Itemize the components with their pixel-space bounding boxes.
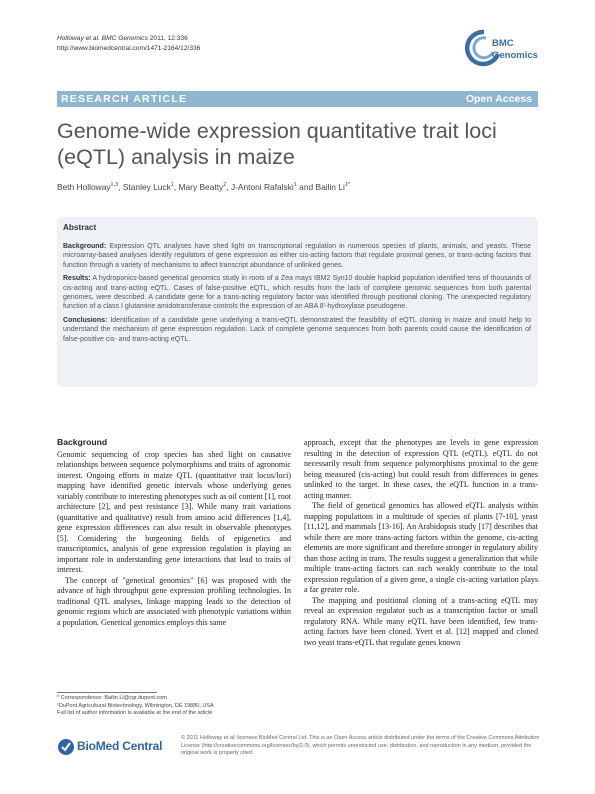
article-title: Genome-wide expression quantitative trait loci (eQTL) analysis in maize	[57, 119, 497, 169]
abstract-label: Conclusions:	[63, 316, 108, 324]
abstract-box	[57, 217, 538, 387]
logo-text-journal: Genomics	[492, 50, 538, 61]
author-name: Beth Holloway	[57, 182, 111, 192]
body-paragraph: The field of genetical genomics has allowed eQTL analysis within mapping populations in a multitude of species of plants [7-10], yeast [11,12], and mammals [13-16]. An Arabidopsis study [17] describes that while there are more trans-acting factors within the genome, cis-acting elements are more significant and therefore stronger in regulatory ability than those acting in trans. The results suggest a generalization that while multiple trans-acting factors can each weakly contribute to the total expression regulation of a given gene, a single cis-acting variation plays a far greater role.	[304, 501, 538, 594]
author[interactable]	[315, 182, 350, 192]
correspondence-note[interactable]: * Correspondence: Bailin.Li@cgr.dupont.com	[57, 695, 167, 701]
abstract-background	[63, 242, 531, 270]
logo-text-bmc: BMC	[492, 38, 514, 49]
author[interactable]	[123, 182, 174, 192]
citation-page: :336	[174, 35, 188, 42]
abstract-label: Background:	[63, 243, 107, 250]
publisher-name: BioMed Central	[77, 739, 163, 753]
citation-volume: 2011, 12	[149, 35, 175, 42]
abstract-label: Results:	[63, 275, 91, 283]
abstract-conclusions	[63, 316, 531, 344]
footnote-divider	[57, 692, 157, 693]
journal-logo	[462, 22, 547, 74]
citation-authors: Holloway et al.	[57, 35, 100, 42]
article-type-banner	[57, 91, 538, 107]
abstract-text: Expression QTL analyses have shed light on transcriptional regulation in numerous species of plants, animals, and yeasts. These microarray-based analyses identify regulators of gene expression as either cis-acting factors that regulate proximal genes, or trans-acting factors that function through a variety of mechanisms to affect transcript abundance of unlinked genes.	[63, 243, 531, 269]
author-affiliation: 1	[170, 182, 174, 189]
author-info-note: Full list of author information is available at the end of the article	[57, 710, 213, 716]
biomed-central-icon	[57, 738, 75, 756]
abstract-heading: Abstract	[63, 223, 97, 232]
body-paragraph: The mapping and positional cloning of a trans-acting eQTL may reveal an expression regulator such as a transcription factor or small regulatory RNA. While many eQTL have been identified, few trans-acting factors have been cloned. Yvert et al. [12] mapped and cloned two yeast trans-eQTL that regulate genes known	[304, 595, 538, 647]
article-url[interactable]: http://www.biomedcentral.com/1471-2164/12/336	[57, 44, 201, 52]
body-paragraph: approach, except that the phenotypes are levels in gene expression resulting in the detection of expression QTL (eQTL). eQTL do not necessarily result from sequence polymorphisms proximal to the gene being measured (cis-acting) but could result from differences in genes unlinked to the target. In these cases, the eQTL function in a trans-acting manner.	[304, 438, 538, 500]
author-name: Bailin Li	[315, 182, 345, 192]
body-column-right	[304, 438, 538, 648]
body-paragraph: Genomic sequencing of crop species has shed light on causative relationships between sequence polymorphisms and traits of agronomic interest. Ongoing efforts in maize QTL (quantitative trait locus/loci) mapping have identified genetic intervals whose underlying genes variably contribute to interesting phenotypes such as oil content [1], root architecture [2], and pest resistance [3]. While many trait variations (quantitative and qualitative) result from amino acid differences [1,4], gene expression differences can also result in observable phenotypes [5]. Considering the burgeoning fields of epigenetics and transcriptomics, analysis of gene expression regulation is playing an important role in understanding gene interactions that lead to traits of interest.	[57, 449, 291, 574]
body-column-left	[57, 437, 291, 628]
publisher-logo	[57, 738, 172, 758]
author-affiliation: 1*	[344, 182, 351, 189]
citation-header	[57, 34, 200, 53]
body-paragraph: The concept of "genetical genomics" [6] was proposed with the advance of high throughput gene expression profiling technologies. In traditional QTL analyses, linkage mapping leads to the detection of genomic regions which are associated with phenotypic variations within a population. Genetical genomics employs this same	[57, 575, 291, 627]
author-list: Beth Holloway$^{1,3}$, Stanley Luck$^1$, Mary Beatty$^2$, J-Antoni Rafalski$^1$ and Bailin $Li^{1*}$	[57, 182, 351, 192]
license-text: © 2011 Holloway et al; licensee BioMed Central Ltd. This is an Open Access article distributed under the terms of the Creative Commons Attribution License (http://creativecommons.org/licenses/by/2.0), which permits unrestricted use, distribution, and reproduction in any medium, provided the original work is properly cited.	[181, 735, 540, 757]
author-name: Stanley Luck	[122, 182, 171, 192]
open-access-label: Open Access	[465, 93, 532, 105]
author[interactable]	[179, 182, 227, 192]
abstract-text: A hydroponics-based genetical genomics study in roots of a Zea mays IBM2 Syn10 double haploid population identified tens of thousands of cis-acting and trans-acting eQTL. Cases of false-positive eQTL, which results from the lack of complete genomic sequences from both parental genomes, were described. A candidate gene for a trans-acting regulatory factor was identified through positional cloning. The unexpected regulatory function of a class I glutamine amidotransferase controls the expression of an ABA 8'-hydroxylase pseudogene.	[63, 275, 531, 311]
abstract-results	[63, 274, 531, 312]
citation-journal: BMC Genomics	[101, 35, 148, 42]
author[interactable]	[57, 182, 118, 192]
author[interactable]	[231, 182, 297, 192]
author-affiliation: 2	[223, 182, 227, 189]
footnotes	[57, 695, 291, 718]
affiliation-note: ¹DuPont Agricultural Biotechnology, Wilmington, DE 19880, USA	[57, 702, 214, 709]
section-heading: Background	[57, 437, 108, 447]
article-type-label: RESEARCH ARTICLE	[61, 93, 188, 105]
author-name: Mary Beatty	[178, 182, 224, 192]
author-name: J-Antoni Rafalski	[230, 182, 294, 192]
author-affiliation: 1,3	[110, 182, 119, 189]
citation-line	[57, 34, 200, 44]
author-affiliation: 1	[293, 182, 297, 189]
abstract-text: Identification of a candidate gene underlying a trans-eQTL demonstrated the feasibility of eQTL cloning in maize and could help to understand the mechanism of gene expression regulation. Lack of complete genome sequences from both parents could cause the identification of false-positive cis- and trans-acting eQTL.	[63, 316, 531, 343]
